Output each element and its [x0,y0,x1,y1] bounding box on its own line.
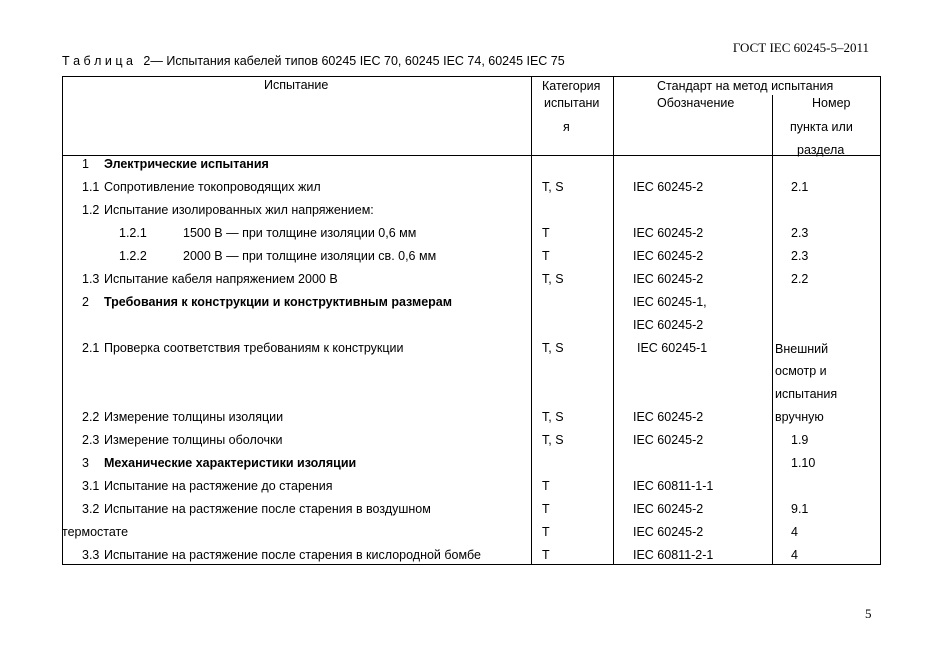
row-number: 1 [82,157,89,171]
clause-cell: Внешний [775,342,829,356]
section-title: Требования к конструкции и конструктивным размерам [104,295,452,309]
standard-cell: IEC 60245-2 [633,318,704,332]
test-name: Испытание на растяжение после старения в воздушном [104,502,431,516]
category-cell: T, S [542,272,564,286]
table-caption [62,54,565,68]
row-number: 1.1 [82,180,100,194]
row-number: 2.3 [82,433,100,447]
test-name: термостате [62,525,129,539]
category-cell: T [542,249,550,263]
test-name: Измерение толщины изоляции [104,410,284,424]
table-caption-text: 2— Испытания кабелей типов 60245 IEC 70, 60245 IEC 74, 60245 IEC 75 [143,54,565,68]
row-number: 3 [82,456,89,470]
standard-cell: IEC 60811-2-1 [633,548,714,562]
row-number: 2.2 [82,410,100,424]
standard-cell: IEC 60245-2 [633,410,704,424]
row-number: 1.2.2 [119,249,147,263]
header-category-line-1: Категория [542,79,601,93]
column-divider-clause [772,95,773,565]
category-cell: T [542,226,550,240]
clause-cell: 2.2 [791,272,809,286]
row-number: 3.2 [82,502,100,516]
clause-cell: 2.3 [791,226,809,240]
header-designation: Обозначение [657,96,735,110]
test-name: Испытание кабеля напряжением 2000 В [104,272,338,286]
category-cell: T, S [542,410,564,424]
table-caption-label: Т а б л и ц а [62,54,133,68]
standard-cell: IEC 60245-2 [633,249,704,263]
clause-cell: 1.10 [791,456,816,470]
clause-cell: 4 [791,525,798,539]
category-cell: T [542,548,550,562]
clause-cell: вручную [775,410,824,424]
header-category-line-2: испытани [544,96,600,110]
standard-cell: IEC 60245-1 [637,341,708,355]
clause-cell: 1.9 [791,433,809,447]
test-name: 2000 В — при толщине изоляции св. 0,6 мм [183,249,437,263]
standard-cell: IEC 60245-2 [633,226,704,240]
column-divider-standard [613,76,614,565]
clause-cell: 9.1 [791,502,809,516]
test-name: Проверка соответствия требованиям к конструкции [104,341,404,355]
standard-cell: IEC 60245-2 [633,525,704,539]
clause-cell: 2.3 [791,249,809,263]
standard-cell: IEC 60245-2 [633,272,704,286]
category-cell: T, S [542,180,564,194]
standard-designation: ГОСТ IEC 60245-5–2011 [732,40,869,55]
header-separator [62,155,881,156]
table-border-top [62,76,881,77]
test-name: Испытание изолированных жил напряжением: [104,203,374,217]
header-method-standard: Стандарт на метод испытания [657,79,834,93]
table-border-bottom [62,564,881,565]
table-border-right [880,76,881,565]
category-cell: T [542,525,550,539]
test-name: 1500 В — при толщине изоляции 0,6 мм [183,226,417,240]
standard-cell: IEC 60245-2 [633,433,704,447]
table-border-left [62,76,63,565]
row-number: 3.1 [82,479,100,493]
standard-cell: IEC 60811-1-1 [633,479,714,493]
row-number: 1.2.1 [119,226,147,240]
category-cell: T, S [542,433,564,447]
section-title: Электрические испытания [104,157,269,171]
test-name: Сопротивление токопроводящих жил [104,180,321,194]
test-name: Испытание на растяжение после старения в кислородной бомбе [104,548,481,562]
section-title: Механические характеристики изоляции [104,456,357,470]
row-number: 1.3 [82,272,100,286]
row-number: 2 [82,295,89,309]
header-category-line-3: я [563,120,570,134]
clause-cell: испытания [775,387,838,401]
row-number: 3.3 [82,548,100,562]
page-number: 5 [865,606,872,621]
test-name: Испытание на растяжение до старения [104,479,333,493]
standard-cell: IEC 60245-2 [633,180,704,194]
clause-cell: 4 [791,548,798,562]
category-cell: T [542,502,550,516]
header-clause-line-3: раздела [797,143,845,157]
header-test: Испытание [264,78,329,92]
row-number: 1.2 [82,203,100,217]
column-divider-category [531,76,532,565]
category-cell: T [542,479,550,493]
test-name: Измерение толщины оболочки [104,433,283,447]
clause-cell: 2.1 [791,180,809,194]
header-clause-line-1: Номер [812,96,851,110]
standard-cell: IEC 60245-2 [633,502,704,516]
category-cell: T, S [542,341,564,355]
standard-cell: IEC 60245-1, [633,295,707,309]
clause-cell: осмотр и [775,364,827,378]
header-clause-line-2: пункта или [790,120,853,134]
row-number: 2.1 [82,341,100,355]
